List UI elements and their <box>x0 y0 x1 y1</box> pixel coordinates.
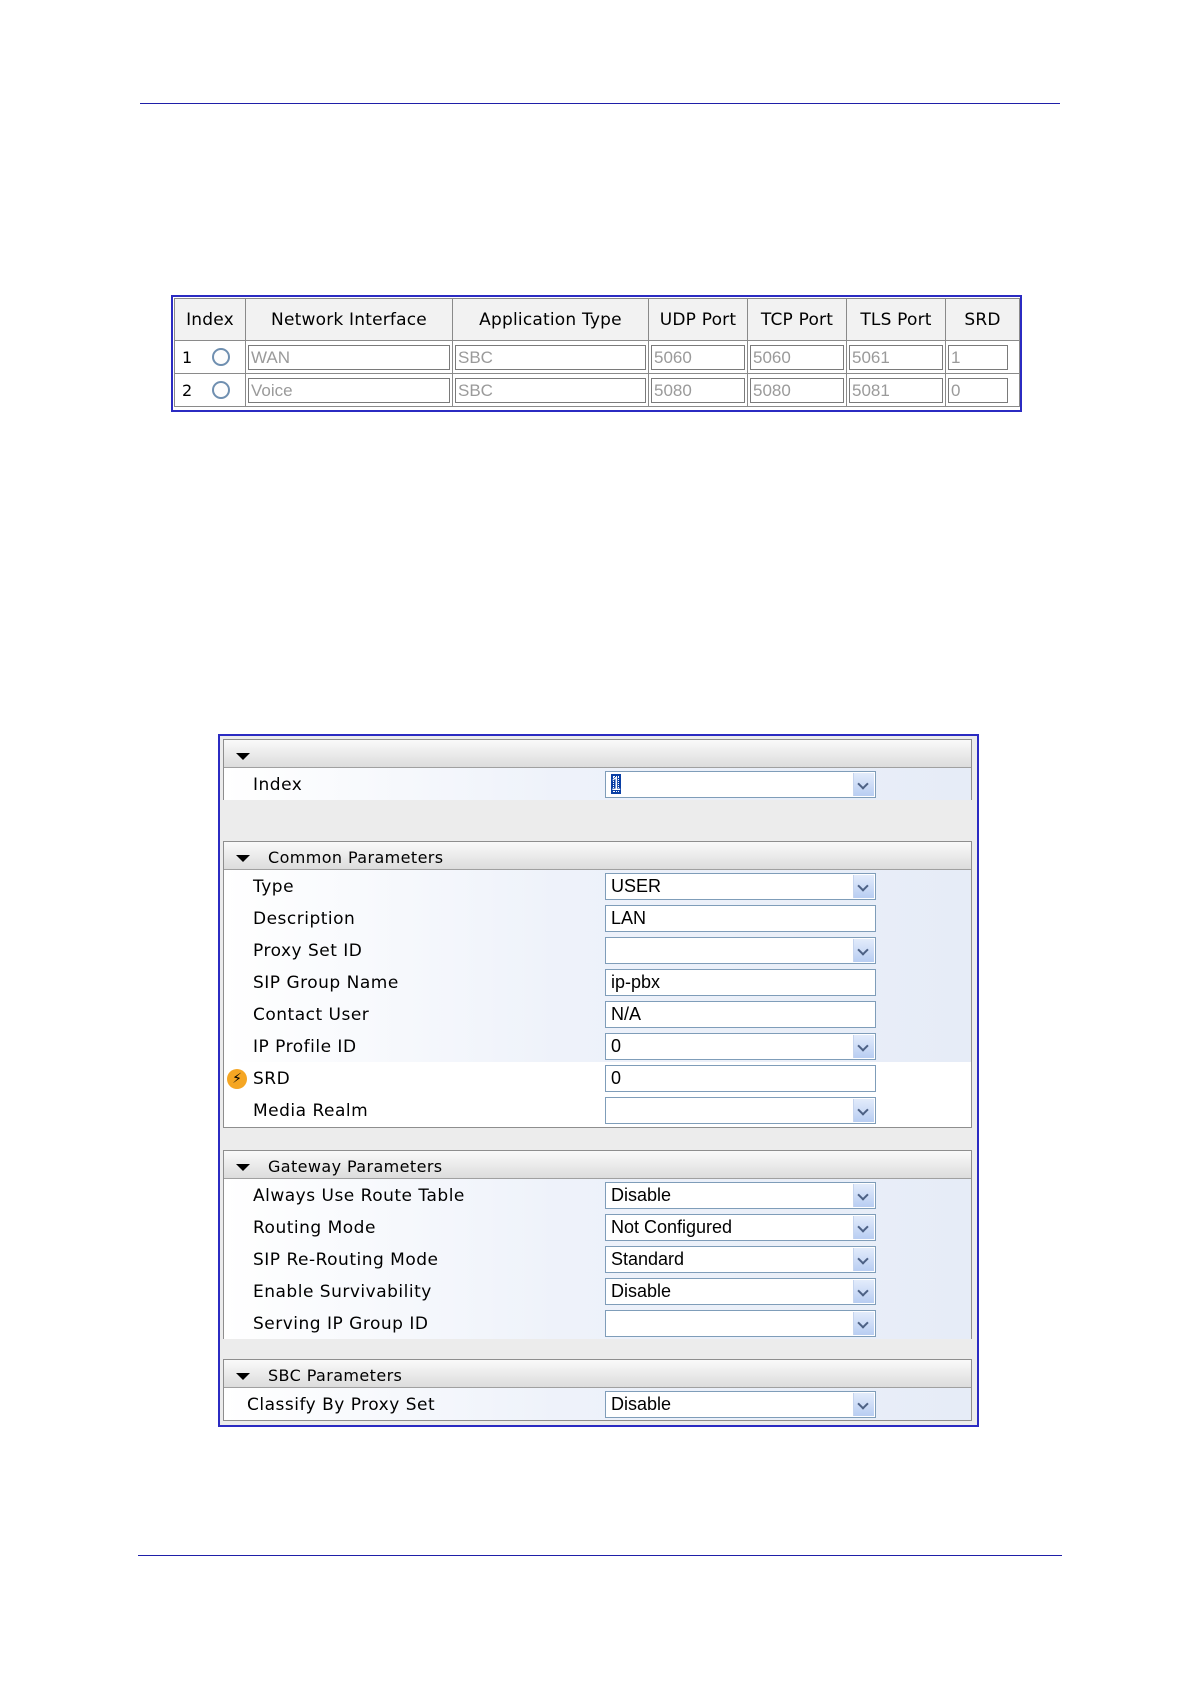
route-table-row <box>224 1179 971 1211</box>
gateway-parameters-section <box>223 1150 972 1339</box>
srd-cell[interactable]: 1 <box>948 345 1008 370</box>
rerouting-mode-label: SIP Re-Routing Mode <box>253 1250 439 1270</box>
lightning-warning-icon: ⚡ <box>227 1069 247 1089</box>
routing-mode-value: Not Configured <box>611 1217 733 1237</box>
network-interface-cell[interactable]: WAN <box>248 345 450 370</box>
sbc-parameters-section <box>223 1359 972 1421</box>
survivability-row <box>224 1275 971 1307</box>
rerouting-mode-value: Standard <box>611 1249 685 1269</box>
rerouting-mode-select[interactable] <box>605 1246 876 1273</box>
serving-ip-group-row <box>224 1307 971 1339</box>
type-label: Type <box>253 877 295 897</box>
dropdown-arrow-icon[interactable] <box>853 1035 874 1058</box>
tls-port-cell[interactable]: 5061 <box>849 345 943 370</box>
survivability-value: Disable <box>611 1281 672 1301</box>
common-parameters-title: Common Parameters <box>268 848 444 867</box>
tcp-port-cell[interactable]: 5060 <box>750 345 844 370</box>
sip-group-name-label: SIP Group Name <box>253 973 399 993</box>
application-type-cell[interactable]: SBC <box>455 378 646 403</box>
rerouting-mode-row <box>224 1243 971 1275</box>
route-table-select[interactable] <box>605 1182 876 1209</box>
index-select[interactable] <box>605 771 876 798</box>
classify-by-proxy-set-row <box>224 1388 971 1420</box>
media-realm-label: Media Realm <box>253 1101 369 1121</box>
footer-rule <box>138 1555 1062 1556</box>
proxy-set-label: Proxy Set ID <box>253 941 363 961</box>
dropdown-arrow-icon[interactable] <box>853 939 874 962</box>
dropdown-arrow-icon[interactable] <box>853 1099 874 1122</box>
tls-port-cell[interactable]: 5081 <box>849 378 943 403</box>
survivability-select[interactable] <box>605 1278 876 1305</box>
classify-by-proxy-set-label: Classify By Proxy Set <box>247 1395 436 1415</box>
dropdown-arrow-icon[interactable] <box>853 1312 874 1335</box>
routing-mode-select[interactable] <box>605 1214 876 1241</box>
common-parameters-header[interactable] <box>224 842 971 870</box>
srd-input[interactable]: 0 <box>605 1065 876 1092</box>
gateway-parameters-title: Gateway Parameters <box>268 1157 443 1176</box>
route-table-value: Disable <box>611 1185 672 1205</box>
sip-group-name-row <box>224 966 971 998</box>
srd-cell[interactable]: 0 <box>948 378 1008 403</box>
proxy-set-row <box>224 934 971 966</box>
description-label: Description <box>253 909 356 929</box>
sbc-parameters-title: SBC Parameters <box>268 1366 403 1385</box>
column-header-tcp-port: TCP Port <box>748 299 847 341</box>
table-row <box>175 374 1020 407</box>
table-row <box>175 341 1020 374</box>
route-table-label: Always Use Route Table <box>253 1186 465 1206</box>
sbc-parameters-header[interactable] <box>224 1360 971 1388</box>
type-value: USER <box>611 876 662 896</box>
description-input[interactable]: LAN <box>605 905 876 932</box>
index-row <box>224 768 971 800</box>
dropdown-arrow-icon[interactable] <box>853 1184 874 1207</box>
serving-ip-group-select[interactable] <box>605 1310 876 1337</box>
dropdown-arrow-icon[interactable] <box>853 1280 874 1303</box>
ip-profile-label: IP Profile ID <box>253 1037 357 1057</box>
classify-by-proxy-set-select[interactable] <box>605 1391 876 1418</box>
column-header-network-interface: Network Interface <box>246 299 453 341</box>
dropdown-arrow-icon[interactable] <box>853 875 874 898</box>
row-select-radio[interactable] <box>212 348 230 366</box>
media-realm-row <box>224 1094 971 1126</box>
index-section-header[interactable] <box>224 740 971 768</box>
collapse-triangle-icon[interactable] <box>236 753 250 760</box>
collapse-triangle-icon[interactable] <box>236 855 250 862</box>
survivability-label: Enable Survivability <box>253 1282 432 1302</box>
srd-row <box>224 1062 971 1094</box>
column-header-udp-port: UDP Port <box>649 299 748 341</box>
ip-profile-row <box>224 1030 971 1062</box>
udp-port-cell[interactable]: 5080 <box>651 378 745 403</box>
type-row <box>224 870 971 902</box>
collapse-triangle-icon[interactable] <box>236 1164 250 1171</box>
description-row <box>224 902 971 934</box>
media-realm-select[interactable] <box>605 1097 876 1124</box>
table-header-row <box>175 299 1020 341</box>
column-header-tls-port: TLS Port <box>847 299 946 341</box>
sip-group-name-input[interactable]: ip-pbx <box>605 969 876 996</box>
common-parameters-section <box>223 841 972 1128</box>
dropdown-arrow-icon[interactable] <box>853 773 874 796</box>
proxy-set-select[interactable] <box>605 937 876 964</box>
contact-user-row <box>224 998 971 1030</box>
contact-user-input[interactable]: N/A <box>605 1001 876 1028</box>
ip-group-form <box>218 734 979 1427</box>
routing-mode-label: Routing Mode <box>253 1218 376 1238</box>
dropdown-arrow-icon[interactable] <box>853 1393 874 1416</box>
row-select-radio[interactable] <box>212 381 230 399</box>
application-type-cell[interactable]: SBC <box>455 345 646 370</box>
serving-ip-group-label: Serving IP Group ID <box>253 1314 429 1334</box>
dropdown-arrow-icon[interactable] <box>853 1248 874 1271</box>
routing-mode-row <box>224 1211 971 1243</box>
column-header-index: Index <box>175 299 246 341</box>
srd-label: SRD <box>253 1069 291 1089</box>
index-label: Index <box>253 775 303 795</box>
index-section <box>223 739 972 800</box>
udp-port-cell[interactable]: 5060 <box>651 345 745 370</box>
header-rule <box>140 103 1060 104</box>
ip-profile-value: 0 <box>611 1036 622 1056</box>
gateway-parameters-header[interactable] <box>224 1151 971 1179</box>
index-selected-value: 1 <box>611 774 622 794</box>
contact-user-label: Contact User <box>253 1005 370 1025</box>
tcp-port-cell[interactable]: 5080 <box>750 378 844 403</box>
type-select[interactable] <box>605 873 876 900</box>
ip-profile-select[interactable] <box>605 1033 876 1060</box>
collapse-triangle-icon[interactable] <box>236 1373 250 1380</box>
dropdown-arrow-icon[interactable] <box>853 1216 874 1239</box>
network-interface-cell[interactable]: Voice <box>248 378 450 403</box>
column-header-srd: SRD <box>946 299 1020 341</box>
column-header-application-type: Application Type <box>453 299 649 341</box>
row-index: 2 <box>182 380 193 400</box>
classify-by-proxy-set-value: Disable <box>611 1394 672 1414</box>
sip-interface-table <box>171 295 1022 412</box>
row-index: 1 <box>182 347 193 367</box>
